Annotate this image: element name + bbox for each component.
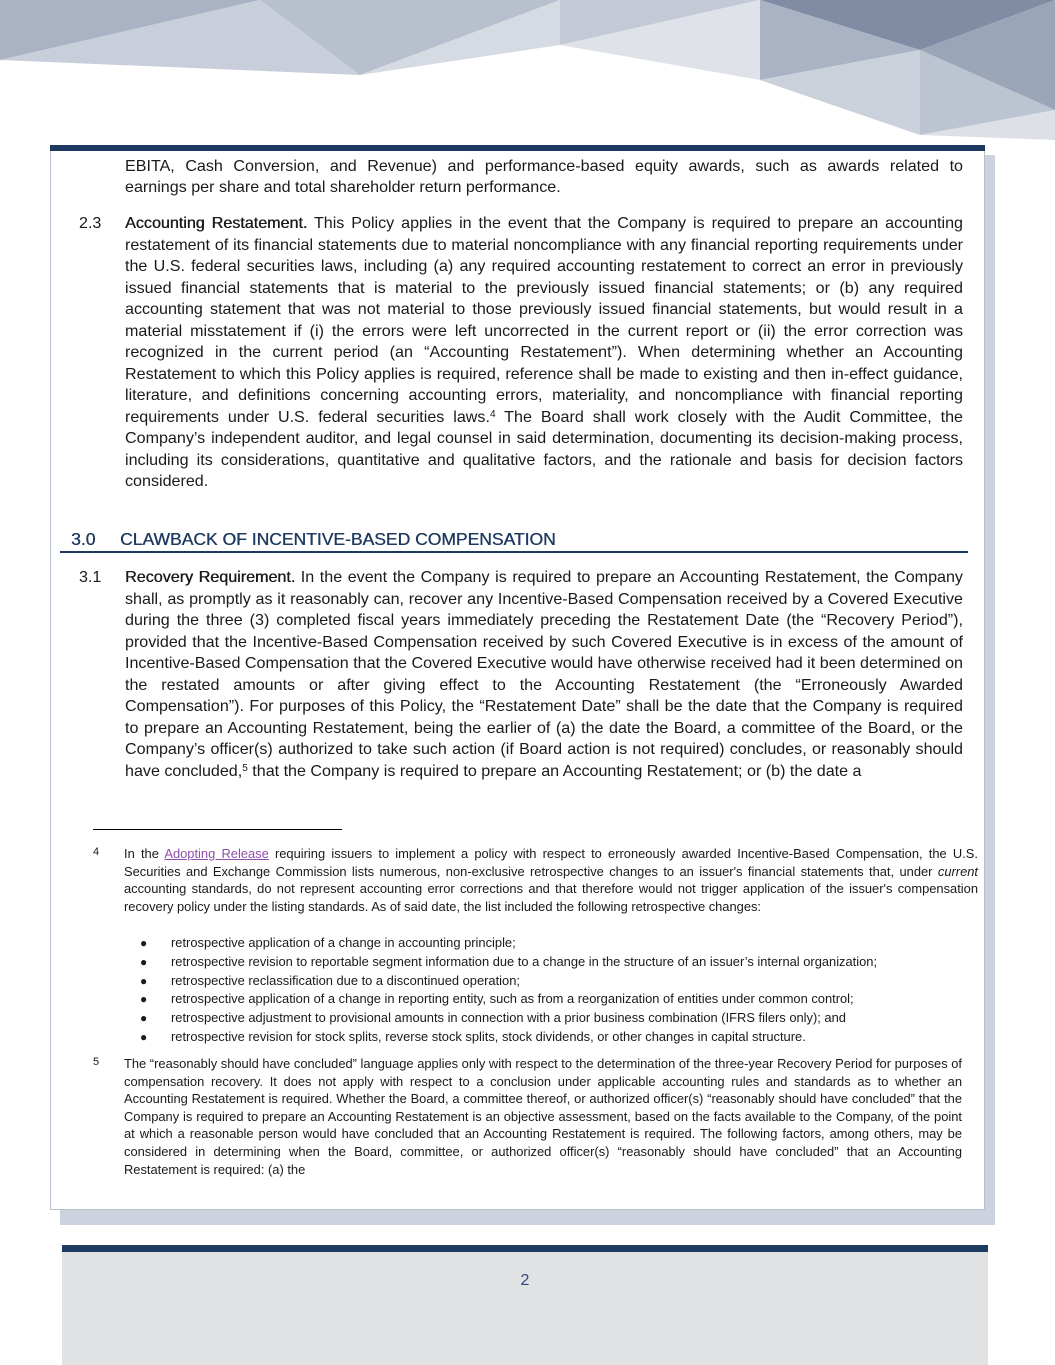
list-item-text: retrospective application of a change in accounting principle; [171, 935, 516, 950]
footnote-5-text: The “reasonably should have concluded” language applies only with respect to the determination of the three-year Recovery Period for purposes of compensation recovery. It does not apply with respect to a conclusion under applicable accounting rules and standards as to whether an Accounting Restatement is required. Whether the Board, a committee thereof, or authorized officer(s) “reasonably should have concluded” that the Company is required to prepare an Accounting Restatement is an objective assessment, based on the facts available to the Company, of the point at which a reasonable person would have concluded that an Accounting Restatement is required. The following factors, among others, may be considered in determining when the Board, committee, or authorized officer(s) “reasonably should have concluded” that an Accounting Restatement is required: (a) the [124, 1056, 962, 1177]
list-item-text: retrospective revision to reportable segment information due to a change in the structure of an issuer’s internal organization; [171, 953, 878, 969]
list-item-text: retrospective adjustment to provisional amounts in connection with a prior business combination (IFRS filers only); and [171, 1010, 846, 1026]
section-3-1-paragraph [125, 567, 963, 782]
section-3-title: CLAWBACK OF INCENTIVE-BASED COMPENSATION [120, 529, 556, 549]
footnote-separator [93, 829, 342, 830]
list-item-text: retrospective application of a change in reporting entity, such as from a reorganization of entities under common control; [171, 991, 854, 1007]
footer-band [62, 1252, 988, 1365]
bullet-icon: ● [140, 954, 148, 969]
footnote-4-text-a: requiring issuers to implement a policy with respect to erroneously awarded Incentive-Based Compensation, the U.S. Securities and Exchange Commission lists numerous, non-exclusive retrospective changes to an issuer's financial statements that, under [124, 846, 978, 879]
footnote-4-text [124, 845, 978, 915]
footnote-ref-4[interactable]: 4 [489, 408, 496, 420]
list-item [124, 1028, 984, 1047]
footnote-4-prefix: In the [124, 846, 159, 861]
list-item [124, 972, 984, 991]
list-item-text: retrospective revision for stock splits, reverse stock splits, stock dividends, or other changes in capital structure. [171, 1028, 806, 1044]
section-3-1-number: 3.1 [79, 568, 102, 586]
section-3-1-text-b: that the Company is required to prepare an Accounting Restatement; or (b) the date a [252, 761, 862, 780]
section-2-3-text-a: This Policy applies in the event that the Company is required to prepare an accounting restatement of its financial statements due to material noncompliance with any financial reporting requirements under the U.S. federal securities laws, including (a) any required accounting restatement to correct an error in previously issued financial statements that is material to the previously issued financial statements; or (b) any required accounting statement that was not material to those previously issued financial statements, but would result in a material misstatement if (i) the errors were left uncorrected in the current report or (ii) the error correction was recognized in the current period (an “Accounting Restatement”). When determining whether an Accounting Restatement to which this Policy applies is required, reference shall be made to existing and then in-effect guidance, literature, and definitions concerning accounting errors, materiality, and noncompliance with financial reporting requirements under U.S. federal securities laws. [125, 214, 963, 426]
intro-line-1: EBITA, Cash Conversion, and Revenue) and performance-based equity awards, such as awards related to [125, 157, 963, 175]
footnote-ref-5[interactable]: 5 [242, 762, 248, 774]
bullet-icon: ● [140, 1029, 148, 1044]
header-geometric-pattern [0, 0, 1055, 140]
section-3-number: 3.0 [71, 529, 96, 549]
list-item [124, 934, 984, 953]
page-number: 2 [520, 1272, 530, 1289]
section-2-3-heading: Accounting Restatement. [125, 214, 308, 232]
section-3-heading [60, 527, 968, 553]
list-item [124, 1009, 984, 1028]
section-3-1-text-a: In the event the Company is required to prepare an Accounting Restatement, the Company shall, as promptly as it reasonably can, recover any Incentive-Based Compensation received by a Covered Executive during the three (3) completed fiscal years immediately preceding the Restatement Date (the “Recovery Period”), provided that the Incentive-Based Compensation received by such Covered Executive is in excess of the amount of Incentive-Based Compensation that the Covered Executive would have otherwise received had it been determined on the restated amounts or after giving effect to the Accounting Restatement (the “Erroneously Awarded Compensation”). For purposes of this Policy, the “Restatement Date” shall be the date that the Company is required to prepare an Accounting Restatement, being the earlier of (a) the date the Board, a committee of the Board, or the Company’s officer(s) authorized to take such action (if Board action is not required) concludes, or reasonably should have concluded, [125, 568, 963, 780]
list-item [124, 990, 984, 1009]
footer-bar [62, 1245, 988, 1252]
intro-line-2: earnings per share and total shareholder return performance. [125, 178, 561, 196]
section-2-3-paragraph [125, 213, 963, 493]
footnote-4-number: 4 [93, 846, 100, 858]
section-2-3-number: 2.3 [79, 214, 102, 232]
footnote-4-bullet-list [124, 934, 984, 1047]
section-2-3-text-b: The Board shall work closely with the Audit Committee, the Company’s independent auditor, and legal counsel in said determination, documenting its decision-making process, including its considerations, quantitative and qualitative factors, and the rationale and basis for decision factors considered. [125, 407, 963, 490]
bullet-icon: ● [140, 1011, 148, 1026]
list-item [124, 953, 984, 972]
footnote-5-number: 5 [93, 1056, 100, 1068]
bullet-icon: ● [140, 992, 148, 1007]
bullet-icon: ● [140, 973, 148, 988]
adopting-release-link[interactable]: Adopting Release [164, 846, 269, 861]
list-item-text: retrospective reclassification due to a discontinued operation; [171, 972, 520, 988]
section-3-1-heading: Recovery Requirement. [125, 568, 296, 586]
bullet-icon: ● [140, 936, 148, 950]
footnote-4-text-b: accounting standards, do not represent accounting error corrections and that therefore would not trigger application of the issuer's compensation recovery policy under the listing standards. As of said date, the list included the following retrospective changes: [124, 881, 978, 914]
footnote-4-italic: current [937, 863, 978, 879]
